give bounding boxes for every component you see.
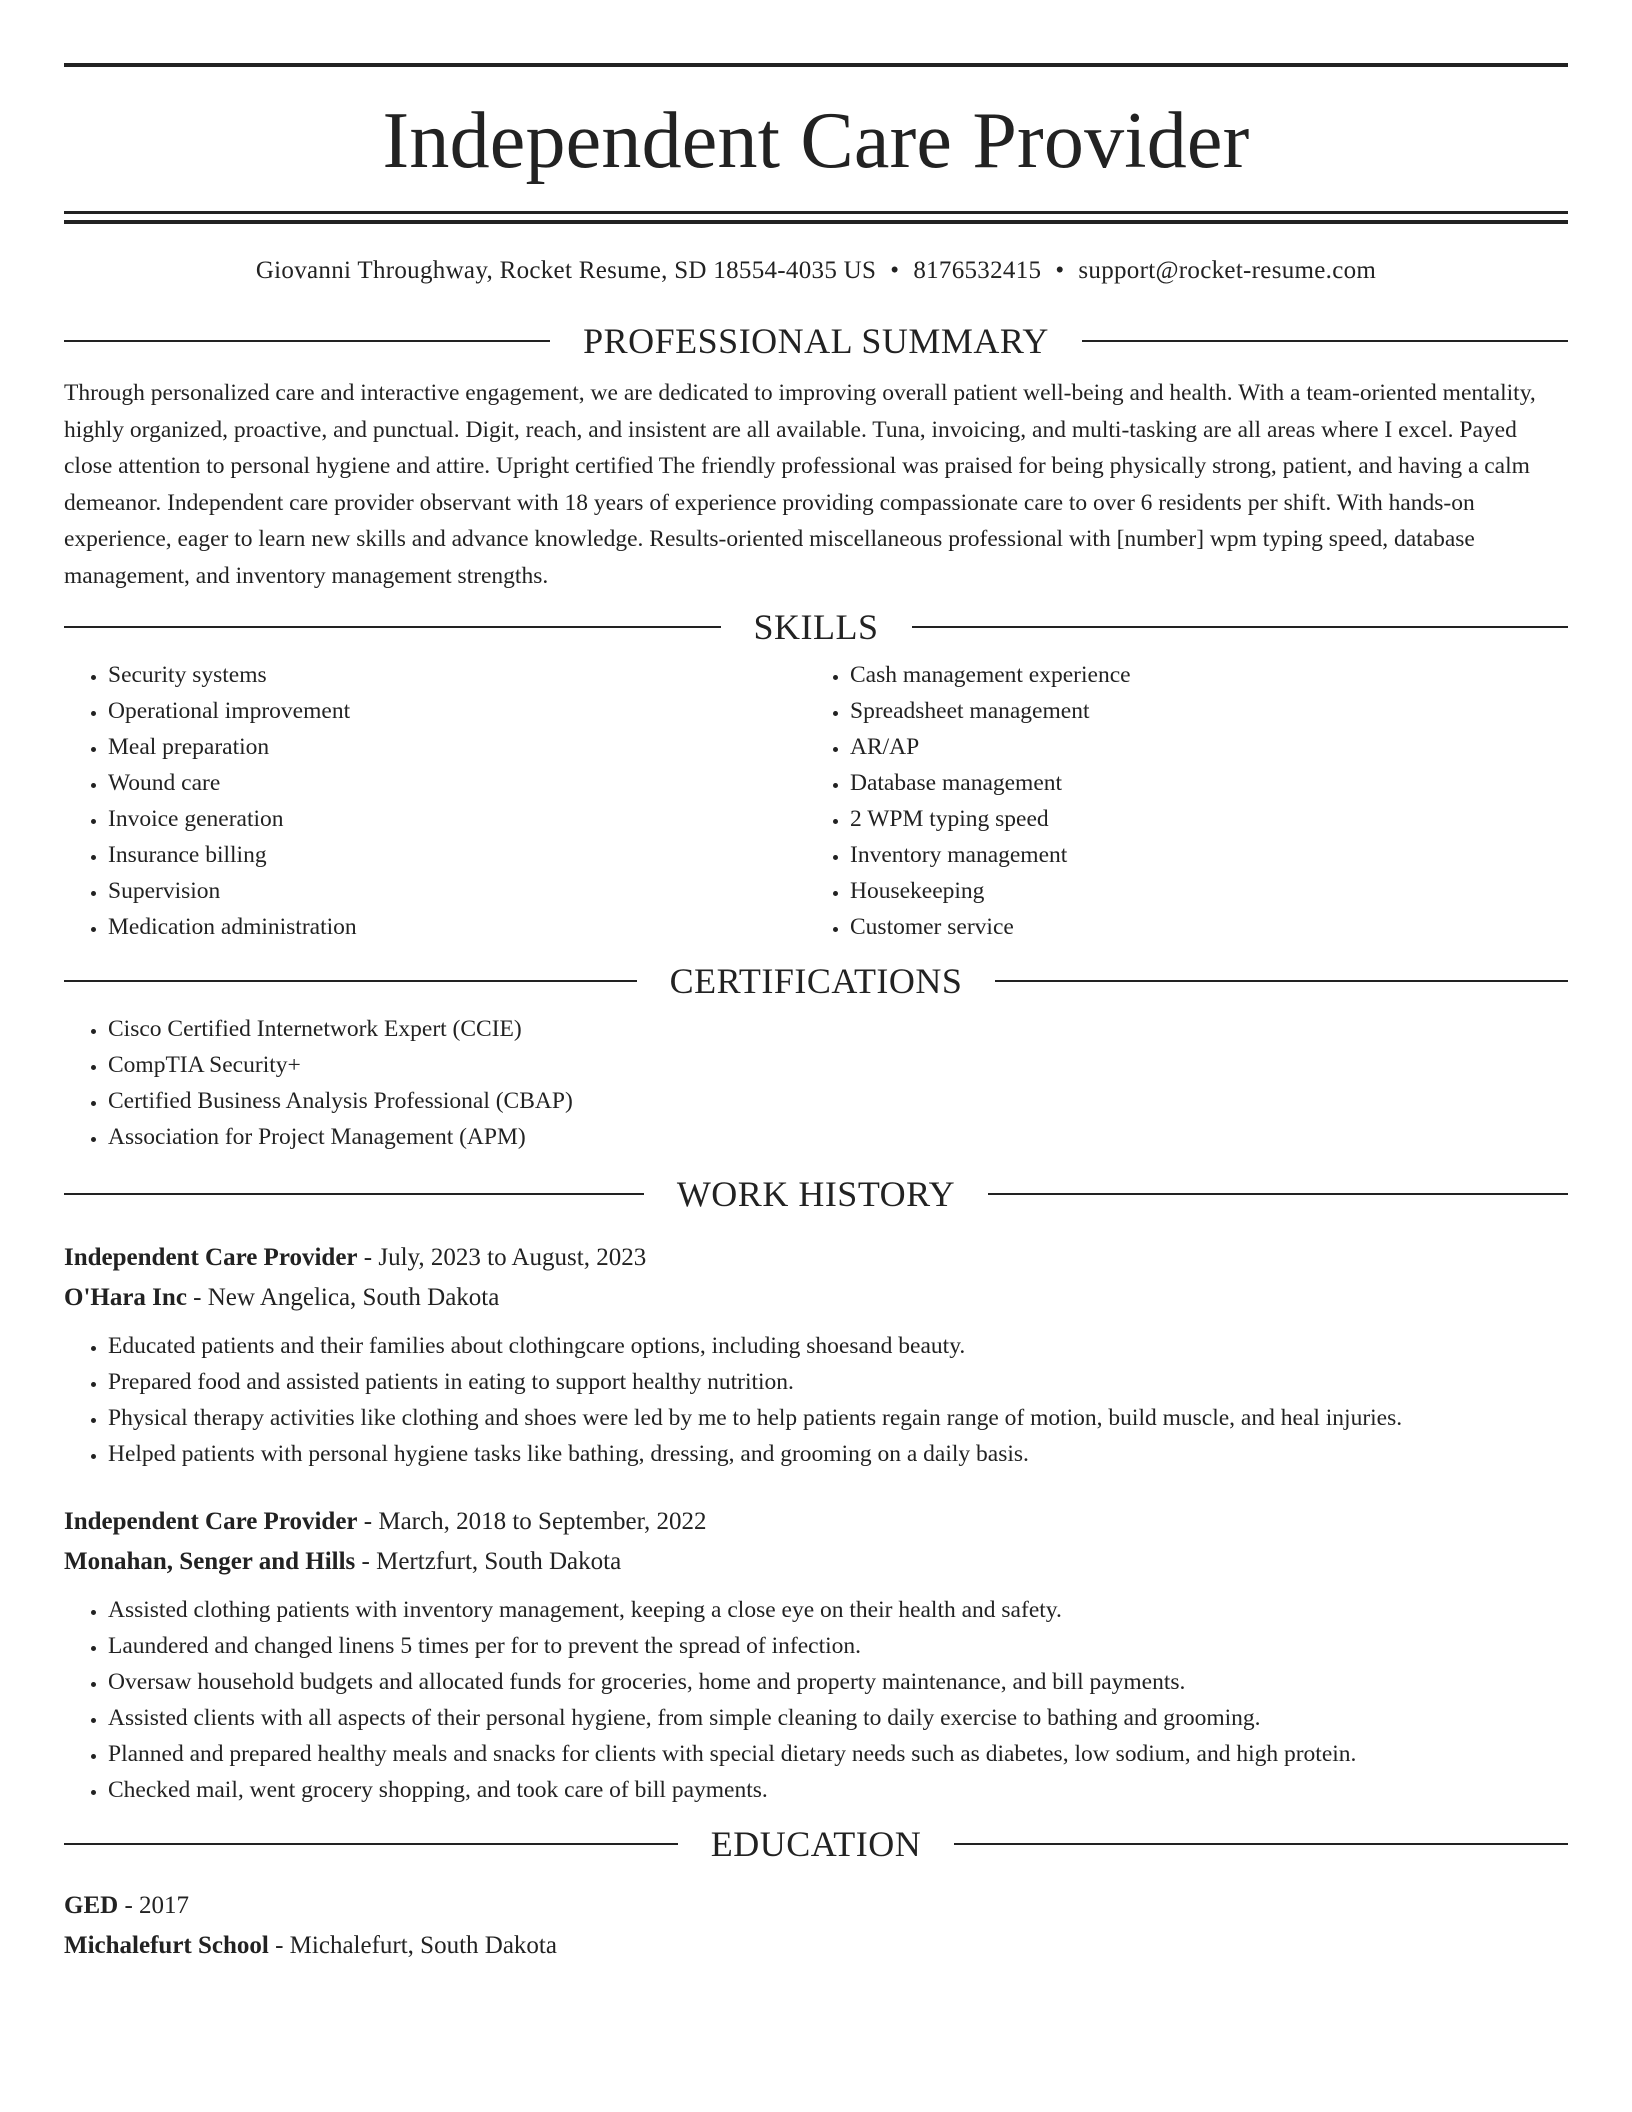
certification-item: • Association for Project Management (APM) <box>108 1119 1568 1155</box>
education-heading-text: EDUCATION <box>710 1824 922 1864</box>
summary-text: Through personalized care and interactive engagement, we are dedicated to improving overall patient well-being and health. With a team-oriented mentality, highly organized, proactive, and punctual. Digit, reach, and insistent are all available. Tuna, invoicing, and multi-tasking are all areas where I excel. Payed close attention to personal hygiene and attire. Upright certified The friendly professional was praised for being physically strong, patient, and having a calm demeanor. Independent care provider observant with 18 years of experience providing compassionate care to over 6 residents per shift. With hands-on experience, eager to learn new skills and advance knowledge. Results-oriented miscellaneous professional with [number] wpm typing speed, database management, and inventory management strengths. <box>64 380 1536 589</box>
job-title-line <box>64 1238 1568 1278</box>
job-duty: • Assisted clothing patients with inventory management, keeping a close eye on their health and safety. <box>108 1592 1568 1628</box>
heading-rule <box>954 1843 1568 1845</box>
top-rule <box>64 63 1568 67</box>
work-history-heading-text: WORK HISTORY <box>676 1174 956 1214</box>
job-duty: • Laundered and changed linens 5 times per for to prevent the spread of infection. <box>108 1628 1568 1664</box>
skill-item: • Supervision <box>108 873 806 909</box>
education-location: - Michalefurt, South Dakota <box>268 1932 557 1959</box>
job-title-line <box>64 1502 1568 1542</box>
skill-item: • Wound care <box>108 765 806 801</box>
job-duties <box>64 1592 1568 1808</box>
education-degree-line <box>64 1886 1568 1926</box>
heading-rule <box>64 1193 644 1195</box>
skill-item: • Medication administration <box>108 909 806 945</box>
job-duty: • Planned and prepared healthy meals and snacks for clients with special dietary needs such as diabetes, low sodium, and high protein. <box>108 1736 1568 1772</box>
skill-item: • Spreadsheet management <box>850 693 1548 729</box>
job-dates: - July, 2023 to August, 2023 <box>357 1244 647 1271</box>
job-company-line <box>64 1542 1568 1582</box>
heading-rule <box>64 626 721 628</box>
education-year: - 2017 <box>118 1892 190 1919</box>
contact-address: Giovanni Throughway, Rocket Resume, SD 18554-4035 US <box>255 257 877 284</box>
education-entry <box>64 1886 1568 1966</box>
heading-rule <box>912 626 1569 628</box>
skills-column-left <box>64 657 806 945</box>
certifications-heading-text: CERTIFICATIONS <box>669 961 963 1001</box>
contact-email[interactable]: support@rocket-resume.com <box>1078 257 1377 284</box>
job-company: Monahan, Senger and Hills <box>64 1548 356 1575</box>
skill-item: • Customer service <box>850 909 1548 945</box>
skill-item: • 2 WPM typing speed <box>850 801 1548 837</box>
skill-item: • Operational improvement <box>108 693 806 729</box>
education-degree: GED <box>64 1892 119 1919</box>
job-location: - New Angelica, South Dakota <box>186 1284 500 1311</box>
skill-item: • Inventory management <box>850 837 1548 873</box>
skill-item: • Housekeeping <box>850 873 1548 909</box>
job-entry <box>64 1238 1568 1472</box>
education-heading <box>64 1824 1568 1864</box>
certifications-heading <box>64 961 1568 1001</box>
heading-rule <box>1082 340 1568 342</box>
skill-item: • Cash management experience <box>850 657 1548 693</box>
skills-heading <box>64 607 1568 647</box>
summary-heading-text: PROFESSIONAL SUMMARY <box>583 321 1049 361</box>
job-company-line <box>64 1278 1568 1318</box>
job-dates: - March, 2018 to September, 2022 <box>357 1508 707 1535</box>
contact-phone[interactable]: 8176532415 <box>913 257 1042 284</box>
skills-list <box>64 657 1568 945</box>
job-duty: • Helped patients with personal hygiene tasks like bathing, dressing, and grooming on a daily basis. <box>108 1436 1568 1472</box>
summary-heading <box>64 321 1568 361</box>
contact-separator: • <box>1055 257 1065 284</box>
certifications-list <box>64 1011 1568 1155</box>
certification-item: • CompTIA Security+ <box>108 1047 1568 1083</box>
skill-item: • Database management <box>850 765 1548 801</box>
job-duty: • Assisted clients with all aspects of their personal hygiene, from simple cleaning to daily exercise to bathing and grooming. <box>108 1700 1568 1736</box>
title-double-rule <box>64 211 1568 224</box>
job-duty: • Physical therapy activities like clothing and shoes were led by me to help patients regain range of motion, build muscle, and heal injuries. <box>108 1400 1568 1436</box>
work-history-heading <box>64 1174 1568 1214</box>
heading-rule <box>64 340 550 342</box>
skills-heading-text: SKILLS <box>753 607 879 647</box>
skill-item: • Meal preparation <box>108 729 806 765</box>
job-title: Independent Care Provider <box>64 1244 358 1271</box>
skills-column-right <box>806 657 1548 945</box>
skill-item: • Security systems <box>108 657 806 693</box>
job-duty: • Prepared food and assisted patients in eating to support healthy nutrition. <box>108 1364 1568 1400</box>
contact-line <box>64 255 1568 287</box>
heading-rule <box>64 1843 678 1845</box>
certification-item: • Cisco Certified Internetwork Expert (CCIE) <box>108 1011 1568 1047</box>
education-school-line <box>64 1926 1568 1966</box>
job-company: O'Hara Inc <box>64 1284 187 1311</box>
job-location: - Mertzfurt, South Dakota <box>355 1548 622 1575</box>
contact-separator: • <box>890 257 900 284</box>
skill-item: • AR/AP <box>850 729 1548 765</box>
job-duty: • Checked mail, went grocery shopping, and took care of bill payments. <box>108 1772 1568 1808</box>
certification-item: • Certified Business Analysis Professional (CBAP) <box>108 1083 1568 1119</box>
heading-rule <box>988 1193 1568 1195</box>
job-duties <box>64 1328 1568 1472</box>
job-duty: • Educated patients and their families about clothingcare options, including shoesand beauty. <box>108 1328 1568 1364</box>
job-title: Independent Care Provider <box>64 1508 358 1535</box>
education-school: Michalefurt School <box>64 1932 269 1959</box>
skill-item: • Invoice generation <box>108 801 806 837</box>
job-duty: • Oversaw household budgets and allocated funds for groceries, home and property maintenance, and bill payments. <box>108 1664 1568 1700</box>
job-entry <box>64 1502 1568 1808</box>
heading-rule <box>995 980 1568 982</box>
resume-title: Independent Care Provider <box>382 97 1250 185</box>
heading-rule <box>64 980 637 982</box>
skill-item: • Insurance billing <box>108 837 806 873</box>
